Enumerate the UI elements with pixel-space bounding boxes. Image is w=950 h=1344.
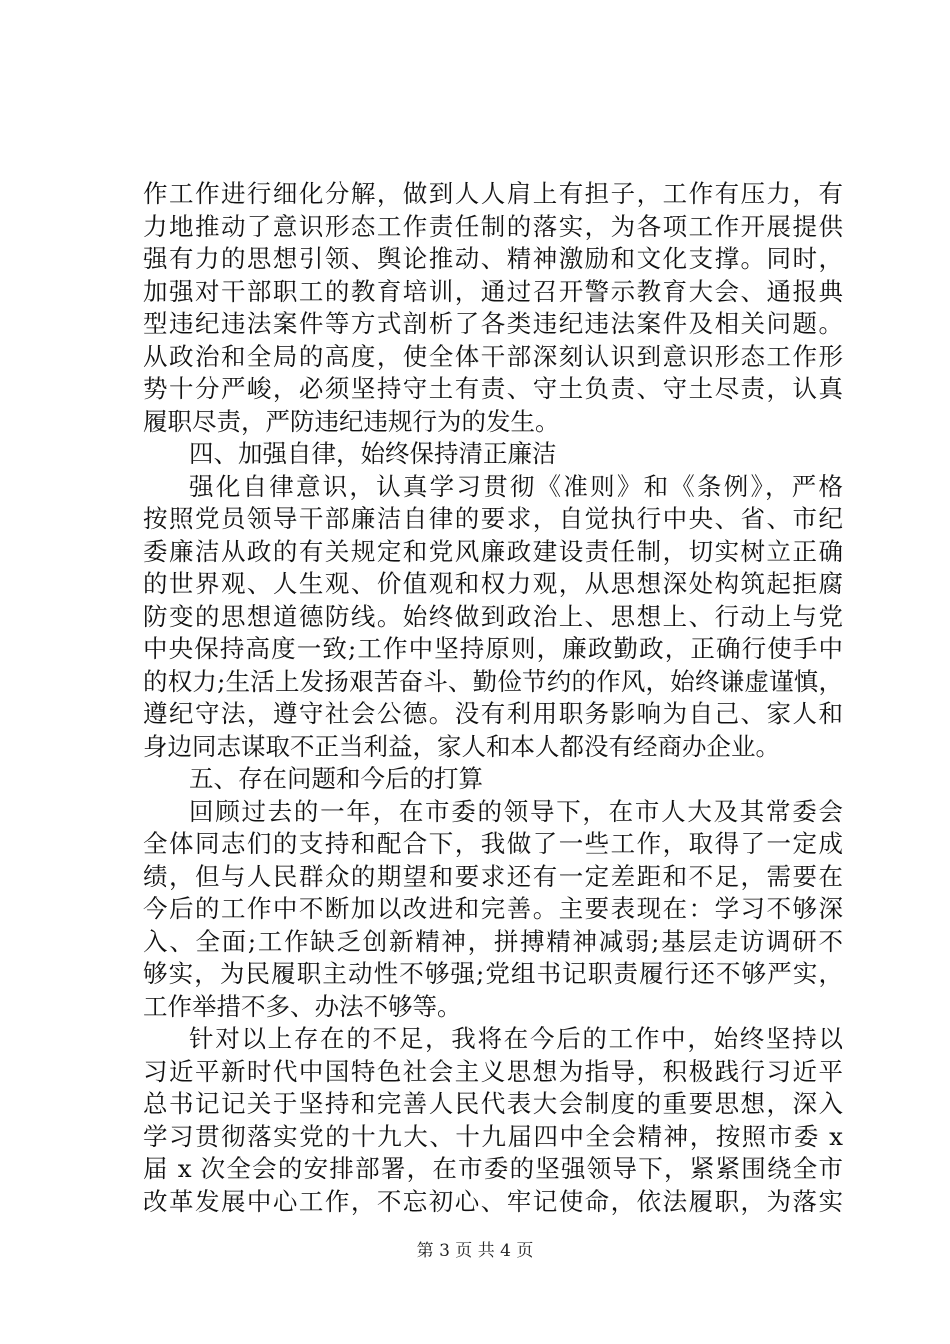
text-line: 身边同志谋取不正当利益，家人和本人都没有经商办企业。	[143, 731, 780, 761]
text-line: 学习贯彻落实党的十九大、十九届四中全会精神，按照市委 x	[143, 1121, 843, 1151]
text-line: 按照党员领导干部廉洁自律的要求，自觉执行中央、省、市纪	[143, 504, 843, 533]
text-line: 今后的工作中不断加以改进和完善。主要表现在：学习不够深	[143, 894, 843, 923]
text-line: 从政治和全局的高度，使全体干部深刻认识到意识形态工作形	[143, 341, 843, 371]
document-body	[143, 178, 843, 1218]
text-line: 势十分严峻，必须坚持守土有责、守土负责、守土尽责，认真	[143, 374, 843, 403]
text-line: 委廉洁从政的有关规定和党风廉政建设责任制，切实树立正确	[143, 536, 843, 566]
text-line: 回顾过去的一年，在市委的领导下，在市人大及其常委会	[189, 796, 843, 826]
text-line: 四、加强自律，始终保持清正廉洁	[189, 439, 557, 468]
text-line: 针对以上存在的不足，我将在今后的工作中，始终坚持以	[189, 1024, 843, 1053]
text-line: 够实，为民履职主动性不够强;党组书记职责履行还不够严实，	[143, 959, 843, 988]
text-line: 改革发展中心工作，不忘初心、牢记使命，依法履职，为落实	[143, 1186, 843, 1216]
text-line: 总书记记关于坚持和完善人民代表大会制度的重要思想，深入	[143, 1089, 843, 1118]
text-line: 作工作进行细化分解，做到人人肩上有担子，工作有压力，有	[143, 179, 843, 208]
text-line: 届 x 次全会的安排部署，在市委的坚强领导下，紧紧围绕全市	[143, 1154, 843, 1183]
text-line: 强化自律意识，认真学习贯彻《准则》和《条例》，严格	[189, 471, 843, 501]
text-line: 入、全面;工作缺乏创新精神，拼搏精神减弱;基层走访调研不	[143, 926, 843, 956]
text-line: 遵纪守法，遵守社会公德。没有利用职务影响为自己、家人和	[143, 699, 843, 728]
text-line: 习近平新时代中国特色社会主义思想为指导，积极践行习近平	[143, 1056, 843, 1086]
text-line: 中央保持高度一致;工作中坚持原则，廉政勤政，正确行使手中	[143, 634, 843, 663]
text-line: 强有力的思想引领、舆论推动、精神激励和文化支撑。同时，	[143, 244, 843, 273]
text-line: 全体同志们的支持和配合下，我做了一些工作，取得了一定成	[143, 829, 843, 858]
text-line: 的权力;生活上发扬艰苦奋斗、勤俭节约的作风，始终谦虚谨慎，	[143, 666, 843, 696]
text-line: 履职尽责，严防违纪违规行为的发生。	[143, 406, 560, 436]
text-line: 五、存在问题和今后的打算	[189, 764, 483, 793]
text-line: 力地推动了意识形态工作责任制的落实，为各项工作开展提供	[143, 211, 843, 241]
text-line: 型违纪违法案件等方式剖析了各类违纪违法案件及相关问题。	[143, 309, 843, 338]
text-line: 加强对干部职工的教育培训，通过召开警示教育大会、通报典	[143, 276, 843, 306]
page-footer: 第 3 页 共 4 页	[416, 1241, 534, 1261]
text-line: 工作举措不多、办法不够等。	[143, 991, 462, 1021]
text-line: 的世界观、人生观、价值观和权力观，从思想深处构筑起拒腐	[143, 569, 843, 598]
text-line: 绩，但与人民群众的期望和要求还有一定差距和不足，需要在	[143, 861, 843, 891]
text-line: 防变的思想道德防线。始终做到政治上、思想上、行动上与党	[143, 601, 843, 631]
